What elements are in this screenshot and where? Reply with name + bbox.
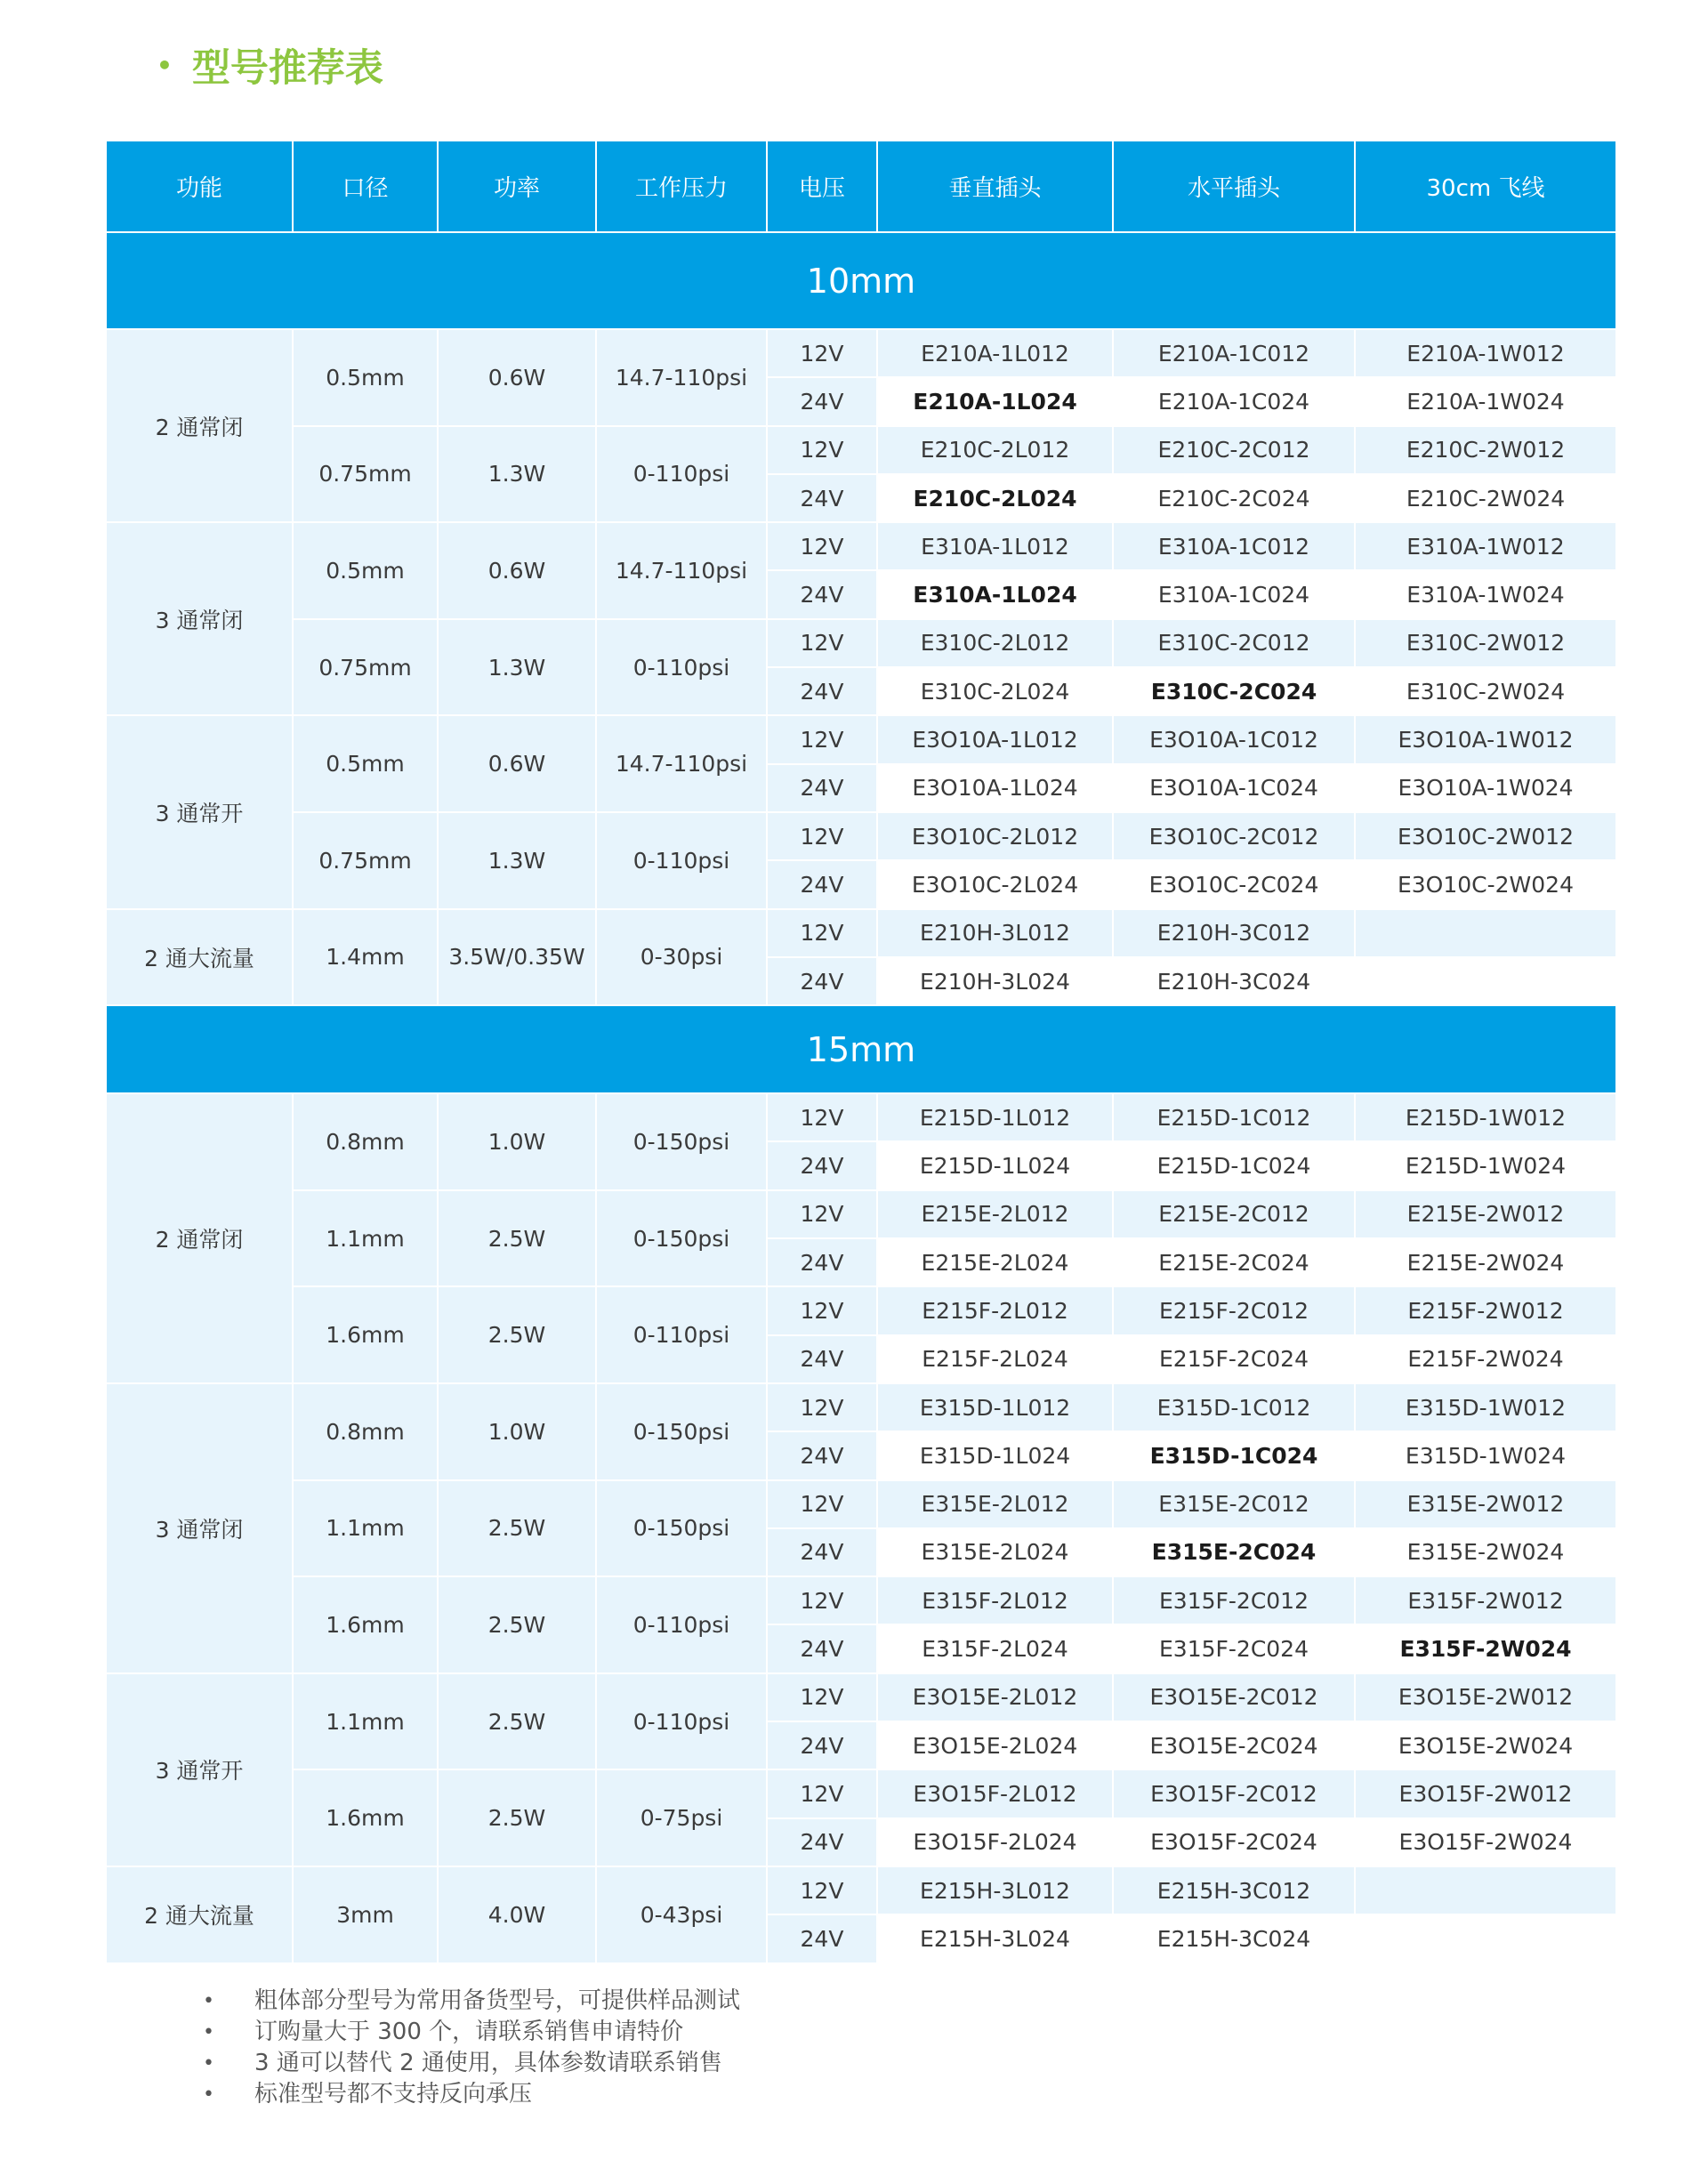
voltage-cell: 24V (767, 667, 877, 715)
table-row (106, 619, 1616, 667)
bore-cell: 1.1mm (293, 1480, 438, 1577)
header-cell: 30cm 飞线 (1355, 141, 1616, 232)
pressure-cell: 0-75psi (596, 1769, 767, 1866)
note-text: 3 通可以替代 2 通使用，具体参数请联系销售 (254, 2050, 722, 2076)
horizontal-plug-model: E215D-1C024 (1113, 1141, 1355, 1189)
table-row (106, 426, 1616, 474)
flying-lead-model (1355, 1914, 1616, 1962)
pressure-cell: 0-150psi (596, 1190, 767, 1287)
note-item (203, 2048, 740, 2079)
table-row (106, 1576, 1616, 1624)
flying-lead-model: E310A-1W012 (1355, 522, 1616, 570)
note-text: 订购量大于 300 个，请联系销售申请特价 (254, 2019, 684, 2045)
power-cell: 0.6W (438, 329, 596, 426)
vertical-plug-model: E3O10C-2L012 (877, 812, 1113, 860)
horizontal-plug-model: E3O10C-2C024 (1113, 860, 1355, 908)
bore-cell: 1.4mm (293, 909, 438, 1006)
section-title: 15mm (106, 1005, 1616, 1093)
pressure-cell: 0-110psi (596, 1673, 767, 1770)
table-row (106, 812, 1616, 860)
function-cell: 2 通常闭 (106, 329, 293, 522)
vertical-plug-model: E215H-3L024 (877, 1914, 1113, 1962)
header-cell: 水平插头 (1113, 141, 1355, 232)
horizontal-plug-model: E215E-2C012 (1113, 1190, 1355, 1238)
table-row (106, 1286, 1616, 1334)
voltage-cell: 24V (767, 1335, 877, 1383)
voltage-cell: 24V (767, 1141, 877, 1189)
vertical-plug-model: E210H-3L024 (877, 957, 1113, 1005)
bore-cell: 1.1mm (293, 1673, 438, 1770)
vertical-plug-model: E3O10A-1L012 (877, 715, 1113, 763)
section-header-row (106, 232, 1616, 329)
power-cell: 2.5W (438, 1480, 596, 1577)
table-body (106, 232, 1616, 1963)
voltage-cell: 24V (767, 957, 877, 1005)
table-row (106, 1383, 1616, 1431)
flying-lead-model: E215F-2W024 (1355, 1335, 1616, 1383)
page-title-block (157, 34, 383, 96)
bore-cell: 1.6mm (293, 1769, 438, 1866)
horizontal-plug-model: E3O10A-1C012 (1113, 715, 1355, 763)
power-cell: 2.5W (438, 1576, 596, 1673)
header-cell: 电压 (767, 141, 877, 232)
header-cell: 功率 (438, 141, 596, 232)
pressure-cell: 14.7-110psi (596, 715, 767, 812)
horizontal-plug-model: E215D-1C012 (1113, 1093, 1355, 1141)
pressure-cell: 14.7-110psi (596, 329, 767, 426)
horizontal-plug-model: E3O15E-2C012 (1113, 1673, 1355, 1721)
horizontal-plug-model: E315F-2C012 (1113, 1576, 1355, 1624)
horizontal-plug-model: E315E-2C012 (1113, 1480, 1355, 1528)
horizontal-plug-model: E3O15F-2C012 (1113, 1769, 1355, 1817)
flying-lead-model: E215D-1W024 (1355, 1141, 1616, 1189)
horizontal-plug-model: E210A-1C012 (1113, 329, 1355, 377)
horizontal-plug-model: E315E-2C024 (1113, 1528, 1355, 1576)
bore-cell: 0.75mm (293, 619, 438, 716)
function-cell: 3 通常开 (106, 715, 293, 908)
table-row (106, 1093, 1616, 1141)
bullet-icon: • (203, 2083, 214, 2106)
vertical-plug-model: E310A-1L024 (877, 570, 1113, 618)
note-item (203, 1986, 740, 2017)
flying-lead-model: E210C-2W024 (1355, 474, 1616, 522)
voltage-cell: 12V (767, 1093, 877, 1141)
horizontal-plug-model: E3O15F-2C024 (1113, 1818, 1355, 1866)
vertical-plug-model: E210A-1L012 (877, 329, 1113, 377)
vertical-plug-model: E215F-2L024 (877, 1335, 1113, 1383)
horizontal-plug-model: E3O15E-2C024 (1113, 1721, 1355, 1769)
flying-lead-model: E315E-2W012 (1355, 1480, 1616, 1528)
vertical-plug-model: E215E-2L012 (877, 1190, 1113, 1238)
horizontal-plug-model: E310A-1C012 (1113, 522, 1355, 570)
title-bullet-icon: • (157, 50, 173, 80)
vertical-plug-model: E3O10A-1L024 (877, 764, 1113, 812)
voltage-cell: 24V (767, 570, 877, 618)
flying-lead-model: E310A-1W024 (1355, 570, 1616, 618)
section-title: 10mm (106, 232, 1616, 329)
horizontal-plug-model: E210H-3C012 (1113, 909, 1355, 957)
flying-lead-model: E3O15E-2W024 (1355, 1721, 1616, 1769)
flying-lead-model: E215F-2W012 (1355, 1286, 1616, 1334)
voltage-cell: 12V (767, 1576, 877, 1624)
pressure-cell: 0-43psi (596, 1866, 767, 1963)
flying-lead-model: E215D-1W012 (1355, 1093, 1616, 1141)
voltage-cell: 12V (767, 522, 877, 570)
pressure-cell: 0-150psi (596, 1480, 767, 1577)
vertical-plug-model: E215E-2L024 (877, 1238, 1113, 1286)
function-cell: 2 通常闭 (106, 1093, 293, 1383)
horizontal-plug-model: E210C-2C024 (1113, 474, 1355, 522)
voltage-cell: 12V (767, 715, 877, 763)
flying-lead-model: E210A-1W024 (1355, 377, 1616, 425)
horizontal-plug-model: E210H-3C024 (1113, 957, 1355, 1005)
vertical-plug-model: E315D-1L024 (877, 1431, 1113, 1479)
pressure-cell: 0-30psi (596, 909, 767, 1006)
flying-lead-model: E3O10C-2W012 (1355, 812, 1616, 860)
flying-lead-model: E3O10A-1W012 (1355, 715, 1616, 763)
function-cell: 2 通大流量 (106, 909, 293, 1006)
notes-list (203, 1986, 740, 2110)
voltage-cell: 12V (767, 1383, 877, 1431)
table-row (106, 329, 1616, 377)
pressure-cell: 0-110psi (596, 619, 767, 716)
vertical-plug-model: E315E-2L012 (877, 1480, 1113, 1528)
pressure-cell: 0-150psi (596, 1383, 767, 1480)
flying-lead-model (1355, 957, 1616, 1005)
bore-cell: 1.6mm (293, 1576, 438, 1673)
flying-lead-model: E215E-2W024 (1355, 1238, 1616, 1286)
voltage-cell: 12V (767, 812, 877, 860)
voltage-cell: 24V (767, 1914, 877, 1962)
horizontal-plug-model: E310A-1C024 (1113, 570, 1355, 618)
flying-lead-model: E315D-1W012 (1355, 1383, 1616, 1431)
vertical-plug-model: E3O15F-2L012 (877, 1769, 1113, 1817)
horizontal-plug-model: E210A-1C024 (1113, 377, 1355, 425)
power-cell: 1.3W (438, 619, 596, 716)
flying-lead-model (1355, 1866, 1616, 1914)
vertical-plug-model: E215F-2L012 (877, 1286, 1113, 1334)
vertical-plug-model: E315D-1L012 (877, 1383, 1113, 1431)
horizontal-plug-model: E315D-1C012 (1113, 1383, 1355, 1431)
note-item (203, 2079, 740, 2110)
bore-cell: 1.1mm (293, 1190, 438, 1287)
horizontal-plug-model: E3O10C-2C012 (1113, 812, 1355, 860)
flying-lead-model: E210A-1W012 (1355, 329, 1616, 377)
bore-cell: 3mm (293, 1866, 438, 1963)
flying-lead-model: E3O10C-2W024 (1355, 860, 1616, 908)
vertical-plug-model: E315F-2L024 (877, 1624, 1113, 1672)
pressure-cell: 0-110psi (596, 1286, 767, 1383)
power-cell: 1.0W (438, 1093, 596, 1190)
function-cell: 2 通大流量 (106, 1866, 293, 1963)
note-text: 标准型号都不支持反向承压 (254, 2081, 533, 2108)
power-cell: 0.6W (438, 715, 596, 812)
bullet-icon: • (203, 2021, 214, 2043)
header-cell: 功能 (106, 141, 293, 232)
voltage-cell: 24V (767, 1528, 877, 1576)
vertical-plug-model: E210A-1L024 (877, 377, 1113, 425)
horizontal-plug-model: E210C-2C012 (1113, 426, 1355, 474)
voltage-cell: 12V (767, 1866, 877, 1914)
bore-cell: 0.5mm (293, 329, 438, 426)
table-row (106, 522, 1616, 570)
voltage-cell: 24V (767, 764, 877, 812)
flying-lead-model: E3O15F-2W024 (1355, 1818, 1616, 1866)
flying-lead-model: E315E-2W024 (1355, 1528, 1616, 1576)
bore-cell: 0.75mm (293, 426, 438, 523)
voltage-cell: 12V (767, 619, 877, 667)
bullet-icon: • (203, 2052, 214, 2075)
voltage-cell: 12V (767, 329, 877, 377)
flying-lead-model: E310C-2W024 (1355, 667, 1616, 715)
flying-lead-model: E3O15E-2W012 (1355, 1673, 1616, 1721)
vertical-plug-model: E215D-1L012 (877, 1093, 1113, 1141)
table-row (106, 1769, 1616, 1817)
bore-cell: 0.75mm (293, 812, 438, 909)
voltage-cell: 12V (767, 426, 877, 474)
power-cell: 1.0W (438, 1383, 596, 1480)
horizontal-plug-model: E215F-2C012 (1113, 1286, 1355, 1334)
model-recommendation-table (105, 140, 1617, 1964)
vertical-plug-model: E210C-2L012 (877, 426, 1113, 474)
vertical-plug-model: E310C-2L012 (877, 619, 1113, 667)
table-row (106, 909, 1616, 957)
header-cell: 垂直插头 (877, 141, 1113, 232)
vertical-plug-model: E315E-2L024 (877, 1528, 1113, 1576)
voltage-cell: 24V (767, 1721, 877, 1769)
vertical-plug-model: E310A-1L012 (877, 522, 1113, 570)
voltage-cell: 24V (767, 377, 877, 425)
table-row (106, 1190, 1616, 1238)
voltage-cell: 24V (767, 1238, 877, 1286)
horizontal-plug-model: E215E-2C024 (1113, 1238, 1355, 1286)
voltage-cell: 12V (767, 909, 877, 957)
flying-lead-model: E315F-2W024 (1355, 1624, 1616, 1672)
voltage-cell: 24V (767, 474, 877, 522)
pressure-cell: 0-110psi (596, 426, 767, 523)
bore-cell: 0.5mm (293, 522, 438, 619)
power-cell: 1.3W (438, 812, 596, 909)
power-cell: 3.5W/0.35W (438, 909, 596, 1006)
function-cell: 3 通常开 (106, 1673, 293, 1866)
voltage-cell: 12V (767, 1190, 877, 1238)
flying-lead-model: E210C-2W012 (1355, 426, 1616, 474)
bore-cell: 1.6mm (293, 1286, 438, 1383)
function-cell: 3 通常闭 (106, 522, 293, 715)
flying-lead-model: E215E-2W012 (1355, 1190, 1616, 1238)
flying-lead-model: E3O10A-1W024 (1355, 764, 1616, 812)
horizontal-plug-model: E215F-2C024 (1113, 1335, 1355, 1383)
header-cell: 工作压力 (596, 141, 767, 232)
bullet-icon: • (203, 1990, 214, 2012)
section-header-row (106, 1005, 1616, 1093)
voltage-cell: 24V (767, 1818, 877, 1866)
vertical-plug-model: E210C-2L024 (877, 474, 1113, 522)
pressure-cell: 0-110psi (596, 1576, 767, 1673)
table-header-row (106, 141, 1616, 232)
flying-lead-model: E315D-1W024 (1355, 1431, 1616, 1479)
voltage-cell: 24V (767, 1624, 877, 1672)
table-row (106, 1866, 1616, 1914)
flying-lead-model: E315F-2W012 (1355, 1576, 1616, 1624)
power-cell: 0.6W (438, 522, 596, 619)
voltage-cell: 24V (767, 860, 877, 908)
header-cell: 口径 (293, 141, 438, 232)
horizontal-plug-model: E215H-3C012 (1113, 1866, 1355, 1914)
pressure-cell: 0-110psi (596, 812, 767, 909)
vertical-plug-model: E215H-3L012 (877, 1866, 1113, 1914)
vertical-plug-model: E215D-1L024 (877, 1141, 1113, 1189)
table-row (106, 1673, 1616, 1721)
voltage-cell: 12V (767, 1286, 877, 1334)
note-text: 粗体部分型号为常用备货型号，可提供样品测试 (254, 1987, 741, 2014)
bore-cell: 0.5mm (293, 715, 438, 812)
flying-lead-model (1355, 909, 1616, 957)
power-cell: 2.5W (438, 1286, 596, 1383)
vertical-plug-model: E3O15F-2L024 (877, 1818, 1113, 1866)
voltage-cell: 24V (767, 1431, 877, 1479)
table-row (106, 715, 1616, 763)
vertical-plug-model: E315F-2L012 (877, 1576, 1113, 1624)
horizontal-plug-model: E315D-1C024 (1113, 1431, 1355, 1479)
horizontal-plug-model: E215H-3C024 (1113, 1914, 1355, 1962)
power-cell: 2.5W (438, 1769, 596, 1866)
power-cell: 2.5W (438, 1673, 596, 1770)
vertical-plug-model: E210H-3L012 (877, 909, 1113, 957)
horizontal-plug-model: E315F-2C024 (1113, 1624, 1355, 1672)
vertical-plug-model: E3O15E-2L024 (877, 1721, 1113, 1769)
horizontal-plug-model: E310C-2C024 (1113, 667, 1355, 715)
pressure-cell: 14.7-110psi (596, 522, 767, 619)
bore-cell: 0.8mm (293, 1383, 438, 1480)
vertical-plug-model: E310C-2L024 (877, 667, 1113, 715)
bore-cell: 0.8mm (293, 1093, 438, 1190)
power-cell: 4.0W (438, 1866, 596, 1963)
power-cell: 2.5W (438, 1190, 596, 1287)
voltage-cell: 12V (767, 1769, 877, 1817)
voltage-cell: 12V (767, 1480, 877, 1528)
table-row (106, 1480, 1616, 1528)
page-title: 型号推荐表 (191, 45, 383, 91)
flying-lead-model: E310C-2W012 (1355, 619, 1616, 667)
voltage-cell: 12V (767, 1673, 877, 1721)
pressure-cell: 0-150psi (596, 1093, 767, 1190)
flying-lead-model: E3O15F-2W012 (1355, 1769, 1616, 1817)
vertical-plug-model: E3O15E-2L012 (877, 1673, 1113, 1721)
horizontal-plug-model: E310C-2C012 (1113, 619, 1355, 667)
note-item (203, 2017, 740, 2048)
power-cell: 1.3W (438, 426, 596, 523)
function-cell: 3 通常闭 (106, 1383, 293, 1673)
vertical-plug-model: E3O10C-2L024 (877, 860, 1113, 908)
horizontal-plug-model: E3O10A-1C024 (1113, 764, 1355, 812)
